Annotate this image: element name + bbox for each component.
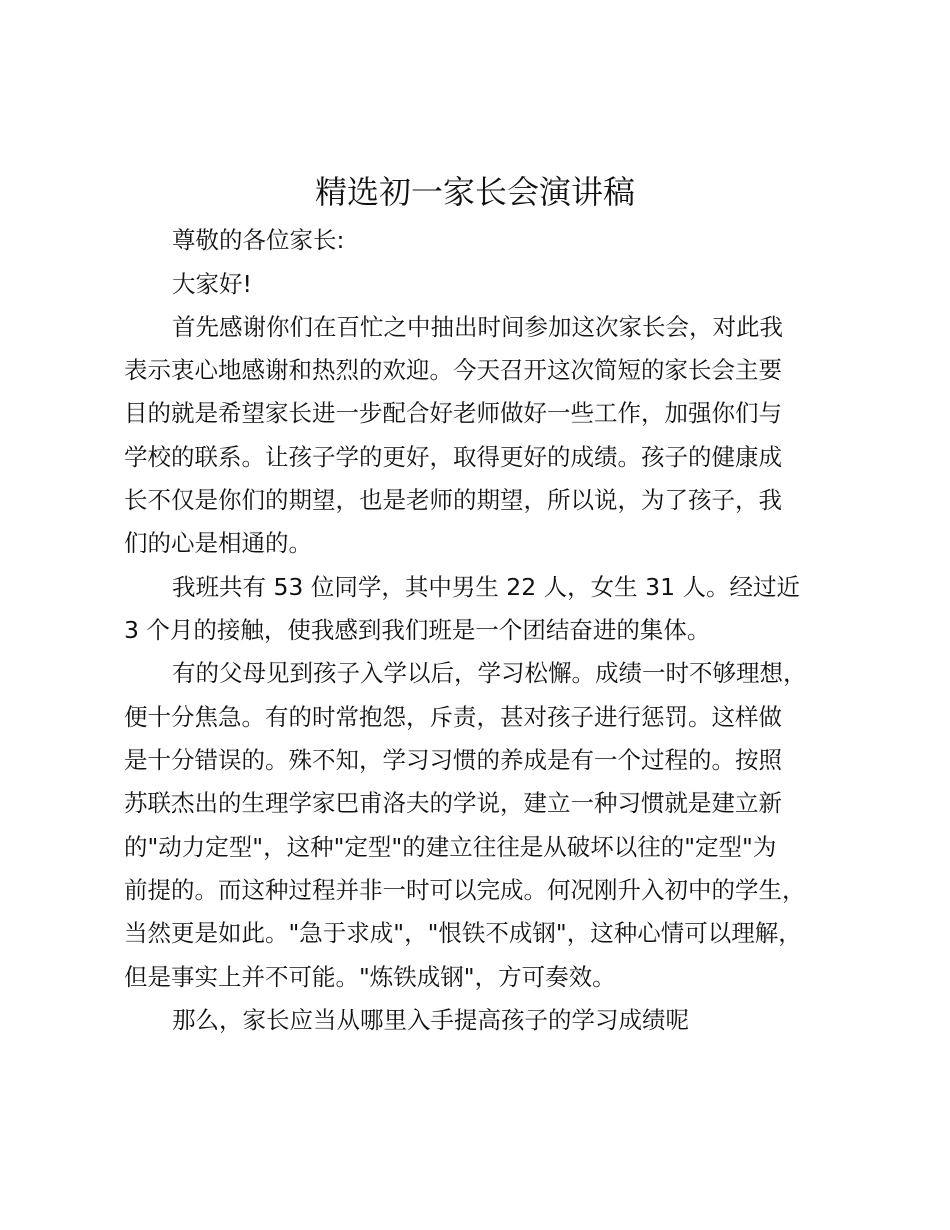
paragraph-line: 我班共有 53 位同学，其中男生 22 人，女生 31 人。经过近 (172, 573, 801, 601)
paragraph-line: 便十分焦急。有的时常抱怨，斥责，甚对孩子进行惩罚。这样做 (124, 703, 782, 731)
paragraph-line: 但是事实上并不可能。"炼铁成钢"，方可奏效。 (124, 963, 616, 991)
paragraph-line: 长不仅是你们的期望，也是老师的期望，所以说，为了孩子，我 (124, 486, 782, 514)
paragraph-line: 的"动力定型"，这种"定型"的建立往往是从破坏以往的"定型"为 (124, 833, 777, 861)
paragraph-line: 3 个月的接触，使我感到我们班是一个团结奋进的集体。 (124, 616, 711, 644)
paragraph-line: 当然更是如此。"急于求成"，"恨铁不成钢"，这种心情可以理解， (124, 919, 802, 947)
paragraph-line: 是十分错误的。殊不知，学习习惯的养成是有一个过程的。按照 (124, 746, 782, 774)
salutation-line: 尊敬的各位家长: (172, 226, 345, 254)
document-title: 精选初一家长会演讲稿 (314, 173, 635, 211)
paragraph-line: 们的心是相通的。 (124, 529, 312, 557)
paragraph-line: 那么，家长应当从哪里入手提高孩子的学习成绩呢 (172, 1006, 689, 1034)
paragraph-line: 学校的联系。让孩子学的更好，取得更好的成绩。孩子的健康成 (124, 443, 782, 471)
paragraph-line: 首先感谢你们在百忙之中抽出时间参加这次家长会，对此我 (172, 313, 783, 341)
paragraph-line: 有的父母见到孩子入学以后，学习松懈。成绩一时不够理想， (172, 659, 807, 687)
greeting-line: 大家好! (172, 270, 252, 298)
paragraph-line: 表示衷心地感谢和热烈的欢迎。今天召开这次简短的家长会主要 (124, 356, 782, 384)
paragraph-line: 苏联杰出的生理学家巴甫洛夫的学说，建立一种习惯就是建立新 (124, 789, 782, 817)
paragraph-line: 目的就是希望家长进一步配合好老师做好一些工作，加强你们与 (124, 399, 782, 427)
paragraph-line: 前提的。而这种过程并非一时可以完成。何况刚升入初中的学生， (124, 876, 806, 904)
